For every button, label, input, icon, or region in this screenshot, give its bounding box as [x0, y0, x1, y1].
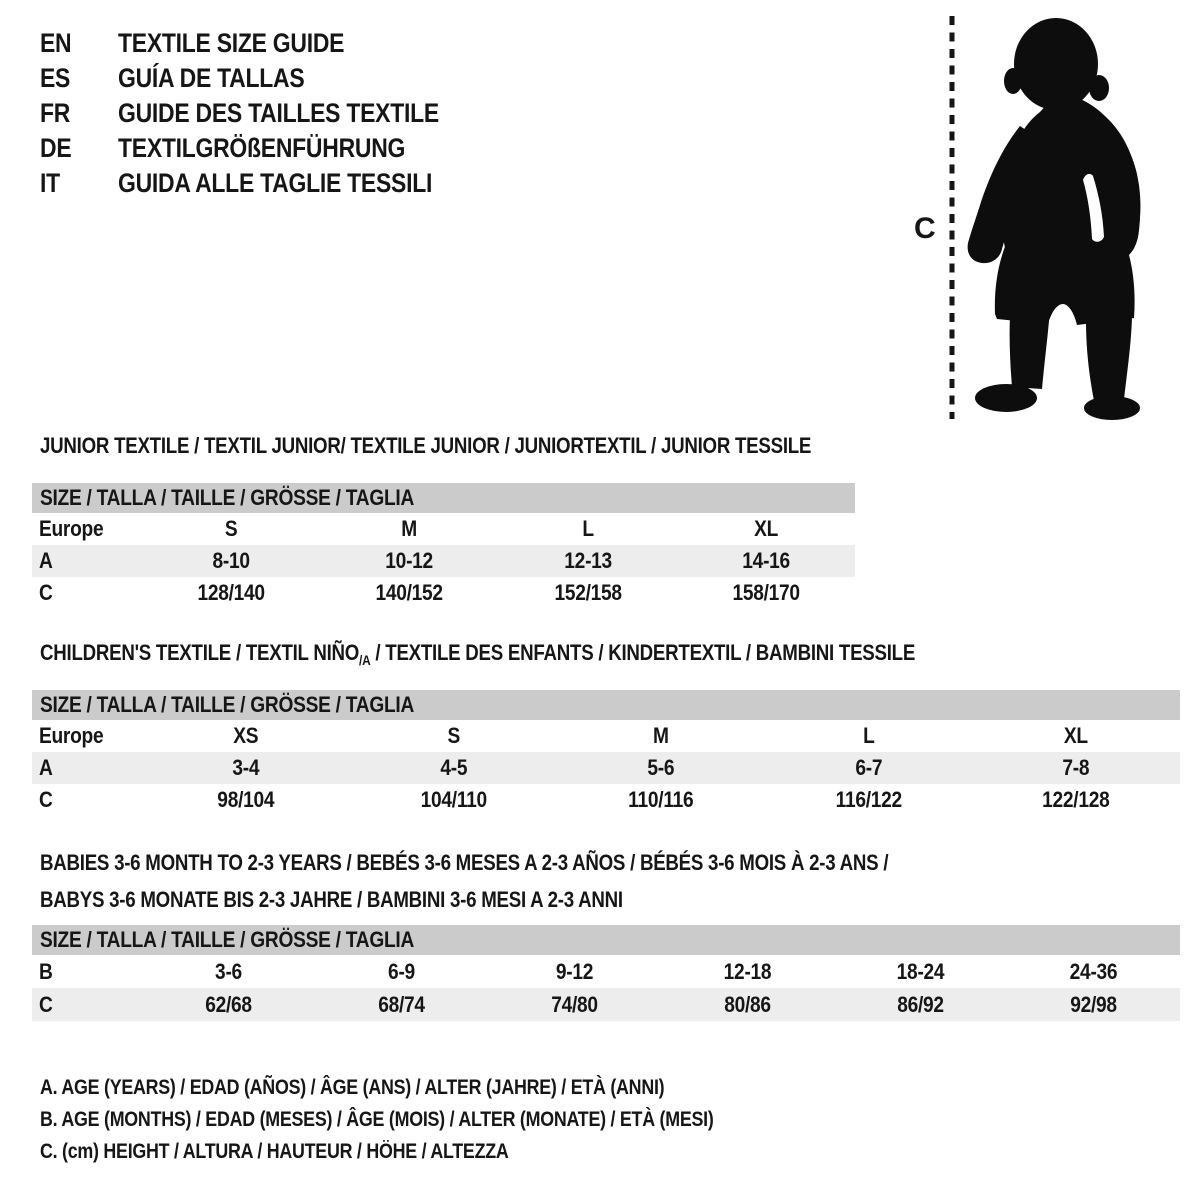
toddler-silhouette-figure [900, 0, 1200, 430]
babies-months-6: 24-36 [1069, 958, 1118, 984]
junior-size-header-label: SIZE / TALLA / TAILLE / GRÖSSE / TAGLIA [40, 485, 415, 510]
junior-height-xl: 158/170 [732, 580, 800, 605]
guide-title-en: TEXTILE SIZE GUIDE [118, 28, 345, 58]
children-age-xs: 3-4 [232, 755, 260, 780]
legend-age-months [40, 1104, 832, 1136]
babies-table-header [32, 925, 1180, 955]
babies-months-1: 3-6 [215, 958, 242, 984]
language-row-fr [40, 96, 496, 131]
junior-height-row [32, 577, 855, 609]
legend-age-months-text: B. AGE (MONTHS) / EDAD (MESES) / ÂGE (MOIS) / ALTER (MONATE) / ETÀ (MESI) [40, 1108, 714, 1131]
children-size-header-label: SIZE / TALLA / TAILLE / GRÖSSE / TAGLIA [40, 692, 415, 717]
junior-europe-row [32, 513, 855, 545]
children-size-s: S [447, 723, 460, 748]
junior-size-m: M [401, 516, 418, 541]
junior-height-l: 152/158 [553, 580, 622, 605]
junior-size-table [32, 483, 855, 609]
babies-height-4: 80/86 [724, 991, 771, 1017]
junior-table-header [32, 483, 855, 513]
children-height-label: C [38, 787, 53, 812]
babies-height-1: 62/68 [205, 991, 252, 1017]
children-title-post: / TEXTILE DES ENFANTS / KINDERTEXTIL / BAMBINI TESSILE [370, 640, 916, 665]
language-code-it: IT [40, 168, 60, 198]
children-size-xs: XS [233, 723, 259, 748]
children-age-l: 6-7 [855, 755, 883, 780]
language-code-fr: FR [40, 98, 71, 128]
children-height-l: 116/122 [835, 787, 902, 812]
children-age-xl: 7-8 [1062, 755, 1090, 780]
guide-title-de: TEXTILGRÖßENFÜHRUNG [118, 133, 406, 163]
legend-age-years-text: A. AGE (YEARS) / EDAD (AÑOS) / ÂGE (ANS) / ALTER (JAHRE) / ETÀ (ANNI) [40, 1076, 665, 1099]
junior-section-title [40, 434, 947, 458]
children-age-s: 4-5 [439, 755, 467, 780]
junior-height-s: 128/140 [197, 580, 265, 605]
junior-height-m: 140/152 [375, 580, 444, 605]
junior-europe-label: Europe [38, 516, 104, 541]
babies-height-5: 86/92 [897, 991, 944, 1017]
legend-height-cm [40, 1136, 832, 1168]
junior-height-label: C [38, 580, 53, 605]
babies-months-4: 12-18 [723, 958, 772, 984]
junior-age-s: 8-10 [212, 548, 250, 573]
language-code-es: ES [40, 63, 71, 93]
babies-section-title-line2 [40, 888, 726, 912]
children-height-s: 104/110 [420, 787, 487, 812]
babies-size-header-label: SIZE / TALLA / TAILLE / GRÖSSE / TAGLIA [40, 927, 415, 952]
children-height-m: 110/116 [628, 787, 694, 812]
babies-months-row [32, 955, 1180, 988]
legend-height-cm-text: C. (cm) HEIGHT / ALTURA / HAUTEUR / HÖHE / ALTEZZA [40, 1140, 509, 1163]
language-row-de [40, 131, 496, 166]
babies-height-2: 68/74 [378, 991, 425, 1017]
toddler-silhouette [968, 18, 1141, 420]
children-size-table [32, 690, 1180, 816]
junior-age-l: 12-13 [563, 548, 612, 573]
babies-months-5: 18-24 [896, 958, 945, 984]
children-section-title [40, 641, 1069, 667]
guide-title-it: GUIDA ALLE TAGLIE TESSILI [118, 168, 433, 198]
children-table-header [32, 690, 1180, 720]
babies-height-label: C [38, 991, 53, 1017]
children-europe-row [32, 720, 1180, 752]
height-measure-label: C [914, 212, 936, 245]
children-height-xl: 122/128 [1042, 787, 1110, 812]
babies-months-3: 9-12 [555, 958, 594, 984]
junior-age-row [32, 545, 855, 577]
language-code-de: DE [40, 133, 72, 163]
babies-section-title-line1-text: BABIES 3-6 MONTH TO 2-3 YEARS / BEBÉS 3-6 MESES A 2-3 AÑOS / BÉBÉS 3-6 MOIS À 2-3 ANS / [40, 850, 889, 875]
children-size-xl: XL [1064, 723, 1089, 748]
children-title-sub: /A [359, 652, 371, 668]
babies-section-title-line1 [40, 851, 1038, 875]
measurement-legend [40, 1072, 832, 1168]
babies-height-row [32, 988, 1180, 1021]
children-title-pre: CHILDREN'S TEXTILE / TEXTIL NIÑO [40, 640, 360, 665]
children-section-title-text [40, 641, 915, 667]
guide-title-es: GUÍA DE TALLAS [118, 63, 305, 93]
junior-age-m: 10-12 [385, 548, 434, 573]
junior-size-l: L [581, 516, 594, 541]
junior-size-s: S [224, 516, 238, 541]
junior-size-xl: XL [753, 516, 778, 541]
children-height-xs: 98/104 [217, 787, 275, 812]
babies-height-6: 92/98 [1070, 991, 1117, 1017]
language-code-en: EN [40, 28, 72, 58]
language-row-it [40, 166, 496, 201]
children-age-label: A [38, 755, 53, 780]
language-title-block [40, 26, 496, 201]
babies-months-2: 6-9 [388, 958, 415, 984]
babies-section-title-line2-text: BABYS 3-6 MONATE BIS 2-3 JAHRE / BAMBINI 3-6 MESI A 2-3 ANNI [40, 887, 623, 912]
children-size-m: M [653, 723, 669, 748]
guide-title-fr: GUIDE DES TAILLES TEXTILE [118, 98, 439, 128]
junior-age-xl: 14-16 [742, 548, 790, 573]
children-age-m: 5-6 [647, 755, 675, 780]
legend-age-years [40, 1072, 832, 1104]
language-row-es [40, 61, 496, 96]
children-europe-label: Europe [38, 723, 104, 748]
babies-size-table [32, 925, 1180, 1021]
children-size-l: L [862, 723, 875, 748]
junior-age-label: A [38, 548, 53, 573]
children-height-row [32, 784, 1180, 816]
language-row-en [40, 26, 496, 61]
children-age-row [32, 752, 1180, 784]
junior-section-title-text: JUNIOR TEXTILE / TEXTIL JUNIOR/ TEXTILE JUNIOR / JUNIORTEXTIL / JUNIOR TESSILE [40, 433, 812, 458]
babies-months-label: B [38, 958, 53, 984]
babies-height-3: 74/80 [551, 991, 598, 1017]
